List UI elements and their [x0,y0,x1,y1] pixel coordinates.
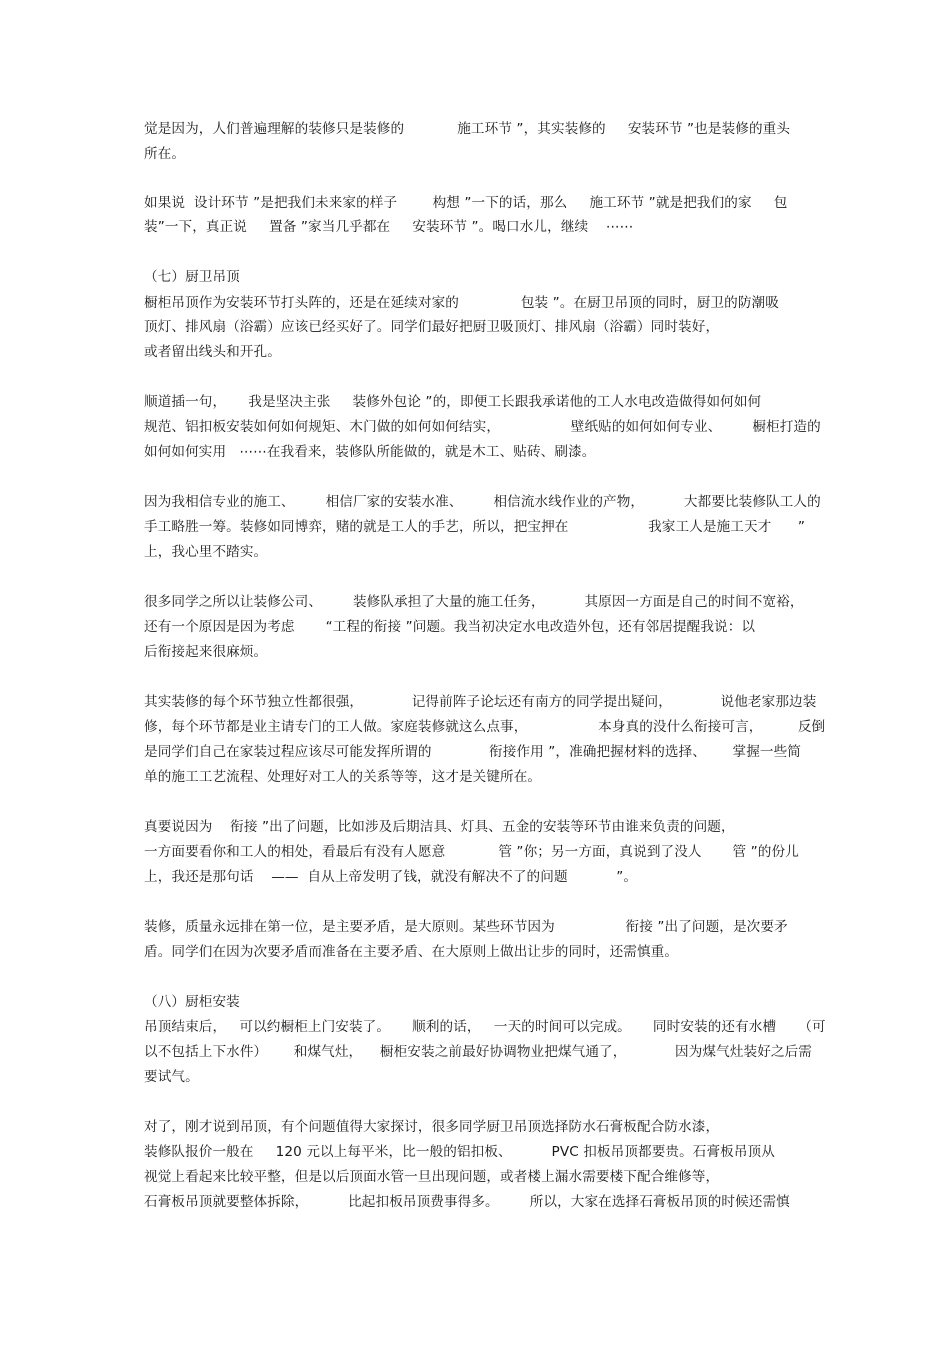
text-line: 对了，刚才说到吊顶，有个问题值得大家探讨，很多同学厨卫吊顶选择防水石膏板配合防水漆， [144,1119,720,1135]
text-line: 单的施工工艺流程、处理好对工人的关系等等，这才是关键所在。 [144,769,542,785]
text-line: 吊顶结束后， 可以约橱柜上门安装了。 顺利的话， 一天的时间可以完成。 同时安装的还有水槽 （可 [144,1019,826,1035]
text-line: 或者留出线头和开孔。 [144,344,281,360]
text-line: 装”一下，真正说 置备 ”家当几乎都在 安装环节 ”。喝口水儿，继续 ⋯⋯ [144,219,634,235]
text-line: 以不包括上下水件） 和煤气灶， 橱柜安装之前最好协调物业把煤气通了， 因为煤气灶装好之后需 [144,1044,812,1060]
section-heading: （八）厨柜安装 [144,994,240,1010]
text-line: 装修，质量永远排在第一位，是主要矛盾，是大原则。某些环节因为 衔接 ”出了问题，是次要矛 [144,919,788,935]
text-line: 还有一个原因是因为考虑 “工程的衔接 ”问题。我当初决定水电改造外包，还有邻居提醒我说：以 [144,619,756,635]
text-line: 盾。同学们在因为次要矛盾而准备在主要矛盾、在大原则上做出让步的同时，还需慎重。 [144,944,679,960]
section-heading: （七）厨卫吊顶 [144,269,240,285]
text-line: 其实装修的每个环节独立性都很强， 记得前阵子论坛还有南方的同学提出疑问， 说他老家那边装 [144,694,817,710]
text-line: 要试气。 [144,1069,199,1085]
text-line: 如何如何实用 ⋯⋯在我看来，装修队所能做的，就是木工、贴砖、刷漆。 [144,444,596,460]
text-line: 修，每个环节都是业主请专门的工人做。家庭装修就这么点事， 本身真的没什么衔接可言， 反倒 [144,719,826,735]
text-line: 如果说 设计环节 ”是把我们未来家的样子 构想 ”一下的话，那么 施工环节 ”就是把我们的家 包 [144,195,788,211]
text-line: 是同学们自己在家装过程应该尽可能发挥所谓的 衔接作用 ”，准确把握材料的选择、 掌握一些简 [144,744,802,760]
text-line: 所在。 [144,146,186,162]
text-line: 顺道插一句， 我是坚决主张 装修外包论 ”的，即便工长跟我承诺他的工人水电改造做得如何如何 [144,394,762,410]
text-line: 一方面要看你和工人的相处，看最后有没有人愿意 管 ”你；另一方面，真说到了没人 管 ”的份儿 [144,844,799,860]
text-line: 因为我相信专业的施工、 相信厂家的安装水准、 相信流水线作业的产物， 大都要比装修队工人的 [144,494,821,510]
text-line: 手工略胜一筹。装修如同博弈，赌的就是工人的手艺，所以，把宝押在 我家工人是施工天才 ” [144,519,805,535]
text-line: 装修队报价一般在 120 元以上每平米，比一般的铝扣板、 PVC 扣板吊顶都要贵。石膏板吊顶从 [144,1144,775,1160]
text-line: 很多同学之所以让装修公司、 装修队承担了大量的施工任务， 其原因一方面是自己的时间不宽裕， [144,594,804,610]
text-line: 上，我还是那句话 —— 自从上帝发明了钱，就没有解决不了的问题 ”。 [144,869,638,885]
text-line: 真要说因为 衔接 ”出了问题，比如涉及后期洁具、灯具、五金的安装等环节由谁来负责的问题， [144,819,735,835]
text-line: 石膏板吊顶就要整体拆除， 比起扣板吊顶费事得多。 所以，大家在选择石膏板吊顶的时候还需慎 [144,1194,790,1210]
text-line: 视觉上看起来比较平整，但是以后顶面水管一旦出现问题，或者楼上漏水需要楼下配合维修等， [144,1169,720,1185]
text-line: 后衔接起来很麻烦。 [144,644,268,660]
text-line: 觉是因为，人们普遍理解的装修只是装修的 施工环节 ”，其实装修的 安装环节 ”也是装修的重头 [144,121,791,137]
text-line: 规范、铝扣板安装如何如何规矩、木门做的如何如何结实， 壁纸贴的如何如何专业、 橱柜打造的 [144,419,821,435]
text-line: 顶灯、排风扇（浴霸）应该已经买好了。同学们最好把厨卫吸顶灯、排风扇（浴霸）同时装好， [144,319,720,335]
text-line: 上，我心里不踏实。 [144,544,268,560]
text-line: 橱柜吊顶作为安装环节打头阵的，还是在延续对家的 包装 ”。在厨卫吊顶的同时，厨卫的防潮吸 [144,295,779,311]
